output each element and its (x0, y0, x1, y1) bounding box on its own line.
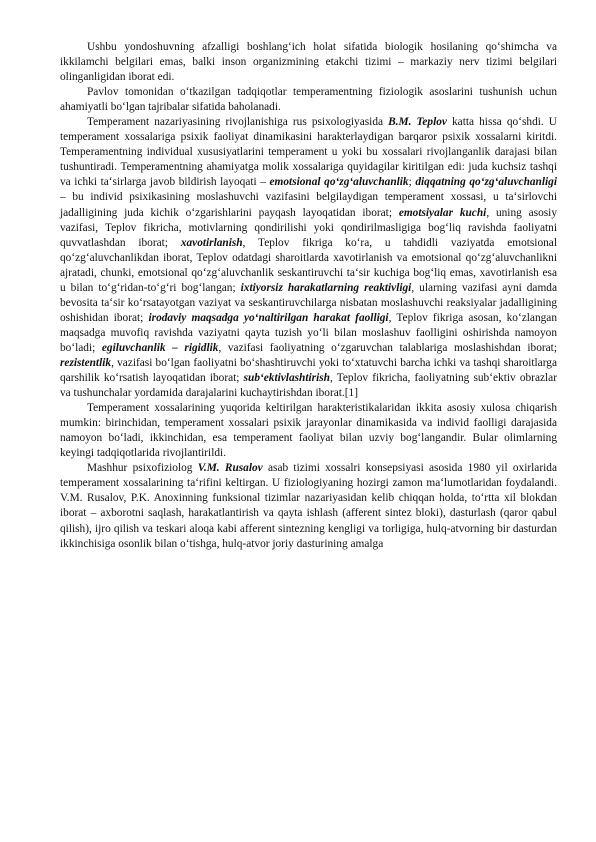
flexibility-description: , vazifasi faoliyatning o‘zgaruvchan talablariga moslashishdan iborat; (218, 341, 557, 354)
paragraph-5 (60, 461, 557, 551)
emotion-strength-description: , uning asosiy vazifasi, Teplov fikricha, motivlarning qondirilishi yoki qondirilmasligiga bog‘liq ravishda faoliyatni quvvatlashdan iborat; (60, 206, 557, 249)
paragraph-1 (60, 40, 557, 85)
document-page (60, 40, 557, 552)
term-emotional-excitability: emotsional qo‘zg‘aluvchanlik (269, 176, 409, 189)
term-resistance: rezistentlik (60, 356, 112, 369)
rusalov-body-text: asab tizimi xossalri konsepsiyasi asosida 1980 yil oxirlarida temperament xossalarining ta‘rifini keltirgan. U fiziologiyaning hozirgi zamon ma‘lumotlaridan foydalandi. V.M. Rusalov, P.K. Anoxinning funksional tizimlar nazariyasidan kelib chiqqan holda, to‘rtta xil blokdan iborat – axborotni saqlash, harakatlantirish va qayta ishlash (afferent sintez bloki), dasturlash (qaror qabul qilish), ijro qilish va teskari aloqa kabi afferent sintezning kengligi va torligiga, hulq-atvorning bir dasturdan ikkinchisiga osonlik bilan o‘tishga, hulq-atvor joriy dasturining amalga (60, 462, 557, 550)
term-attention-excitability: diqqatning qo‘zg‘aluvchanligi (415, 176, 557, 189)
rusalov-intro-text: Mashhur psixofiziolog (87, 462, 198, 475)
teplov-name: B.M. Teplov (388, 116, 447, 129)
paragraph-4-text: Temperament xossalarining yuqorida keltirilgan harakteristikalaridan ikkita asosiy xulosa chiqarish mumkin: birinchidan, temperament xossalari psixik jarayonlar dinamikasida va individ faolligi darajasida namoyon bo‘ladi, ikkinchidan, esa temperament faoliyat bilan uzviy bog‘langandir. Bular olimlarning keyingi tadqiqotlarida rivojlantirildi. (60, 402, 557, 460)
term-emotion-strength: emotsiyalar kuchi (398, 206, 487, 219)
paragraph-2-text: Pavlov tomonidan o‘tkazilgan tadqiqotlar temperamentning fiziologik asoslarini tushunish uchun ahamiyatli bo‘lgan tajribalar sifatida baholanadi. (60, 86, 557, 114)
attention-description: – bu individ psixikasining moslashuvchi vazifasini belgilaydigan temperament xossasi, u ta‘sirlovchi jadalligining juda kichik o‘zgarishlarini payqash layoqatidan iborat; (60, 191, 557, 219)
term-involuntary-reactivity: ixtiyorsiz harakatlarning reaktivligi (240, 281, 412, 294)
teplov-intro-text: Temperament nazariyasining rivojlanishiga rus psixologiyasida (87, 116, 389, 129)
volitional-description: , Teplov fikriga asosan, ko‘zlangan maqsadga muvofiq ravishda vaziyatni qayta tuzish yo‘li bilan moslashuv faolligini oshirishda namoyon bo‘ladi; (60, 311, 558, 354)
anxiety-description: , Teplov fikriga ko‘ra, u tahdidli vaziyatda emotsional qo‘zg‘aluvchanlikdan iborat, Teplov odatdagi sharoitlarda xavotirlanish va emotsional qo‘zg‘aluvchanlikni ajratadi, chunki, emotsional qo‘zg‘aluvchanlik seskantiruvchi ta‘sir kuchiga bog‘liq emas, xavotirlanish esa u bilan to‘g‘ridan-to‘g‘ri bog‘langan; (60, 236, 557, 294)
reactivity-description: , ularning vazifasi ayni damda bevosita ta‘sir ko‘rsatayotgan vaziyat va seskantiruvchilarga nisbatan moslashuvchi reaksiyalar jadalligining oshishidan iborat; (60, 281, 557, 324)
paragraph-1-text: Ushbu yondoshuvning afzalligi boshlang‘ich holat sifatida biologik hosilaning qo‘shimcha va ikkilamchi belgilari emas, balki inson organizmining etakchi tizimi – markaziy nerv tizimi belgilari olinganligidan iborat edi. (60, 41, 557, 84)
term-subjectivization: sub‘ektivlashtirish (243, 372, 330, 385)
paragraph-2 (60, 85, 557, 115)
paragraph-4 (60, 401, 557, 461)
rusalov-name: V.M. Rusalov (197, 462, 263, 475)
separator-text: ; (408, 176, 416, 189)
subjectivization-description: , Teplov fikricha, faoliyatning sub‘ektiv obrazlar va tushunchalar yordamida darajalarini kuchaytirishdan iborat.[1] (60, 372, 557, 400)
term-flexibility-rigidity: egiluvchanlik – rigidlik (101, 341, 219, 354)
teplov-body-text: katta hissa qo‘shdi. U temperament xossalariga psixik faoliyat dinamikasini harakterlaydigan barqaror psixik xossalarni kiritdi. Temperamentning individual xususiyatlarini temperament u yoki bu xossalari rivojlanganlik darajasi bilan tushuntiradi. Temperamentning ahamiyatga molik xossalariga quyidagilar kiritilgan edi: juda kuchsiz tashqi va ichki ta‘sirlarga javob bildirish layoqati – (60, 116, 557, 189)
term-anxiety: xavotirlanish (180, 236, 243, 249)
resistance-description: , vazifasi bo‘lgan faoliyatni bo‘shashtiruvchi yoki to‘xtatuvchi barcha ichki va tashqi sharoitlarga qarshilik ko‘rsatish layoqatidan iborat; (60, 356, 557, 385)
term-volitional-activity: irodaviy maqsadga yo‘naltirilgan harakat faolligi (148, 311, 389, 324)
paragraph-3 (60, 115, 557, 401)
